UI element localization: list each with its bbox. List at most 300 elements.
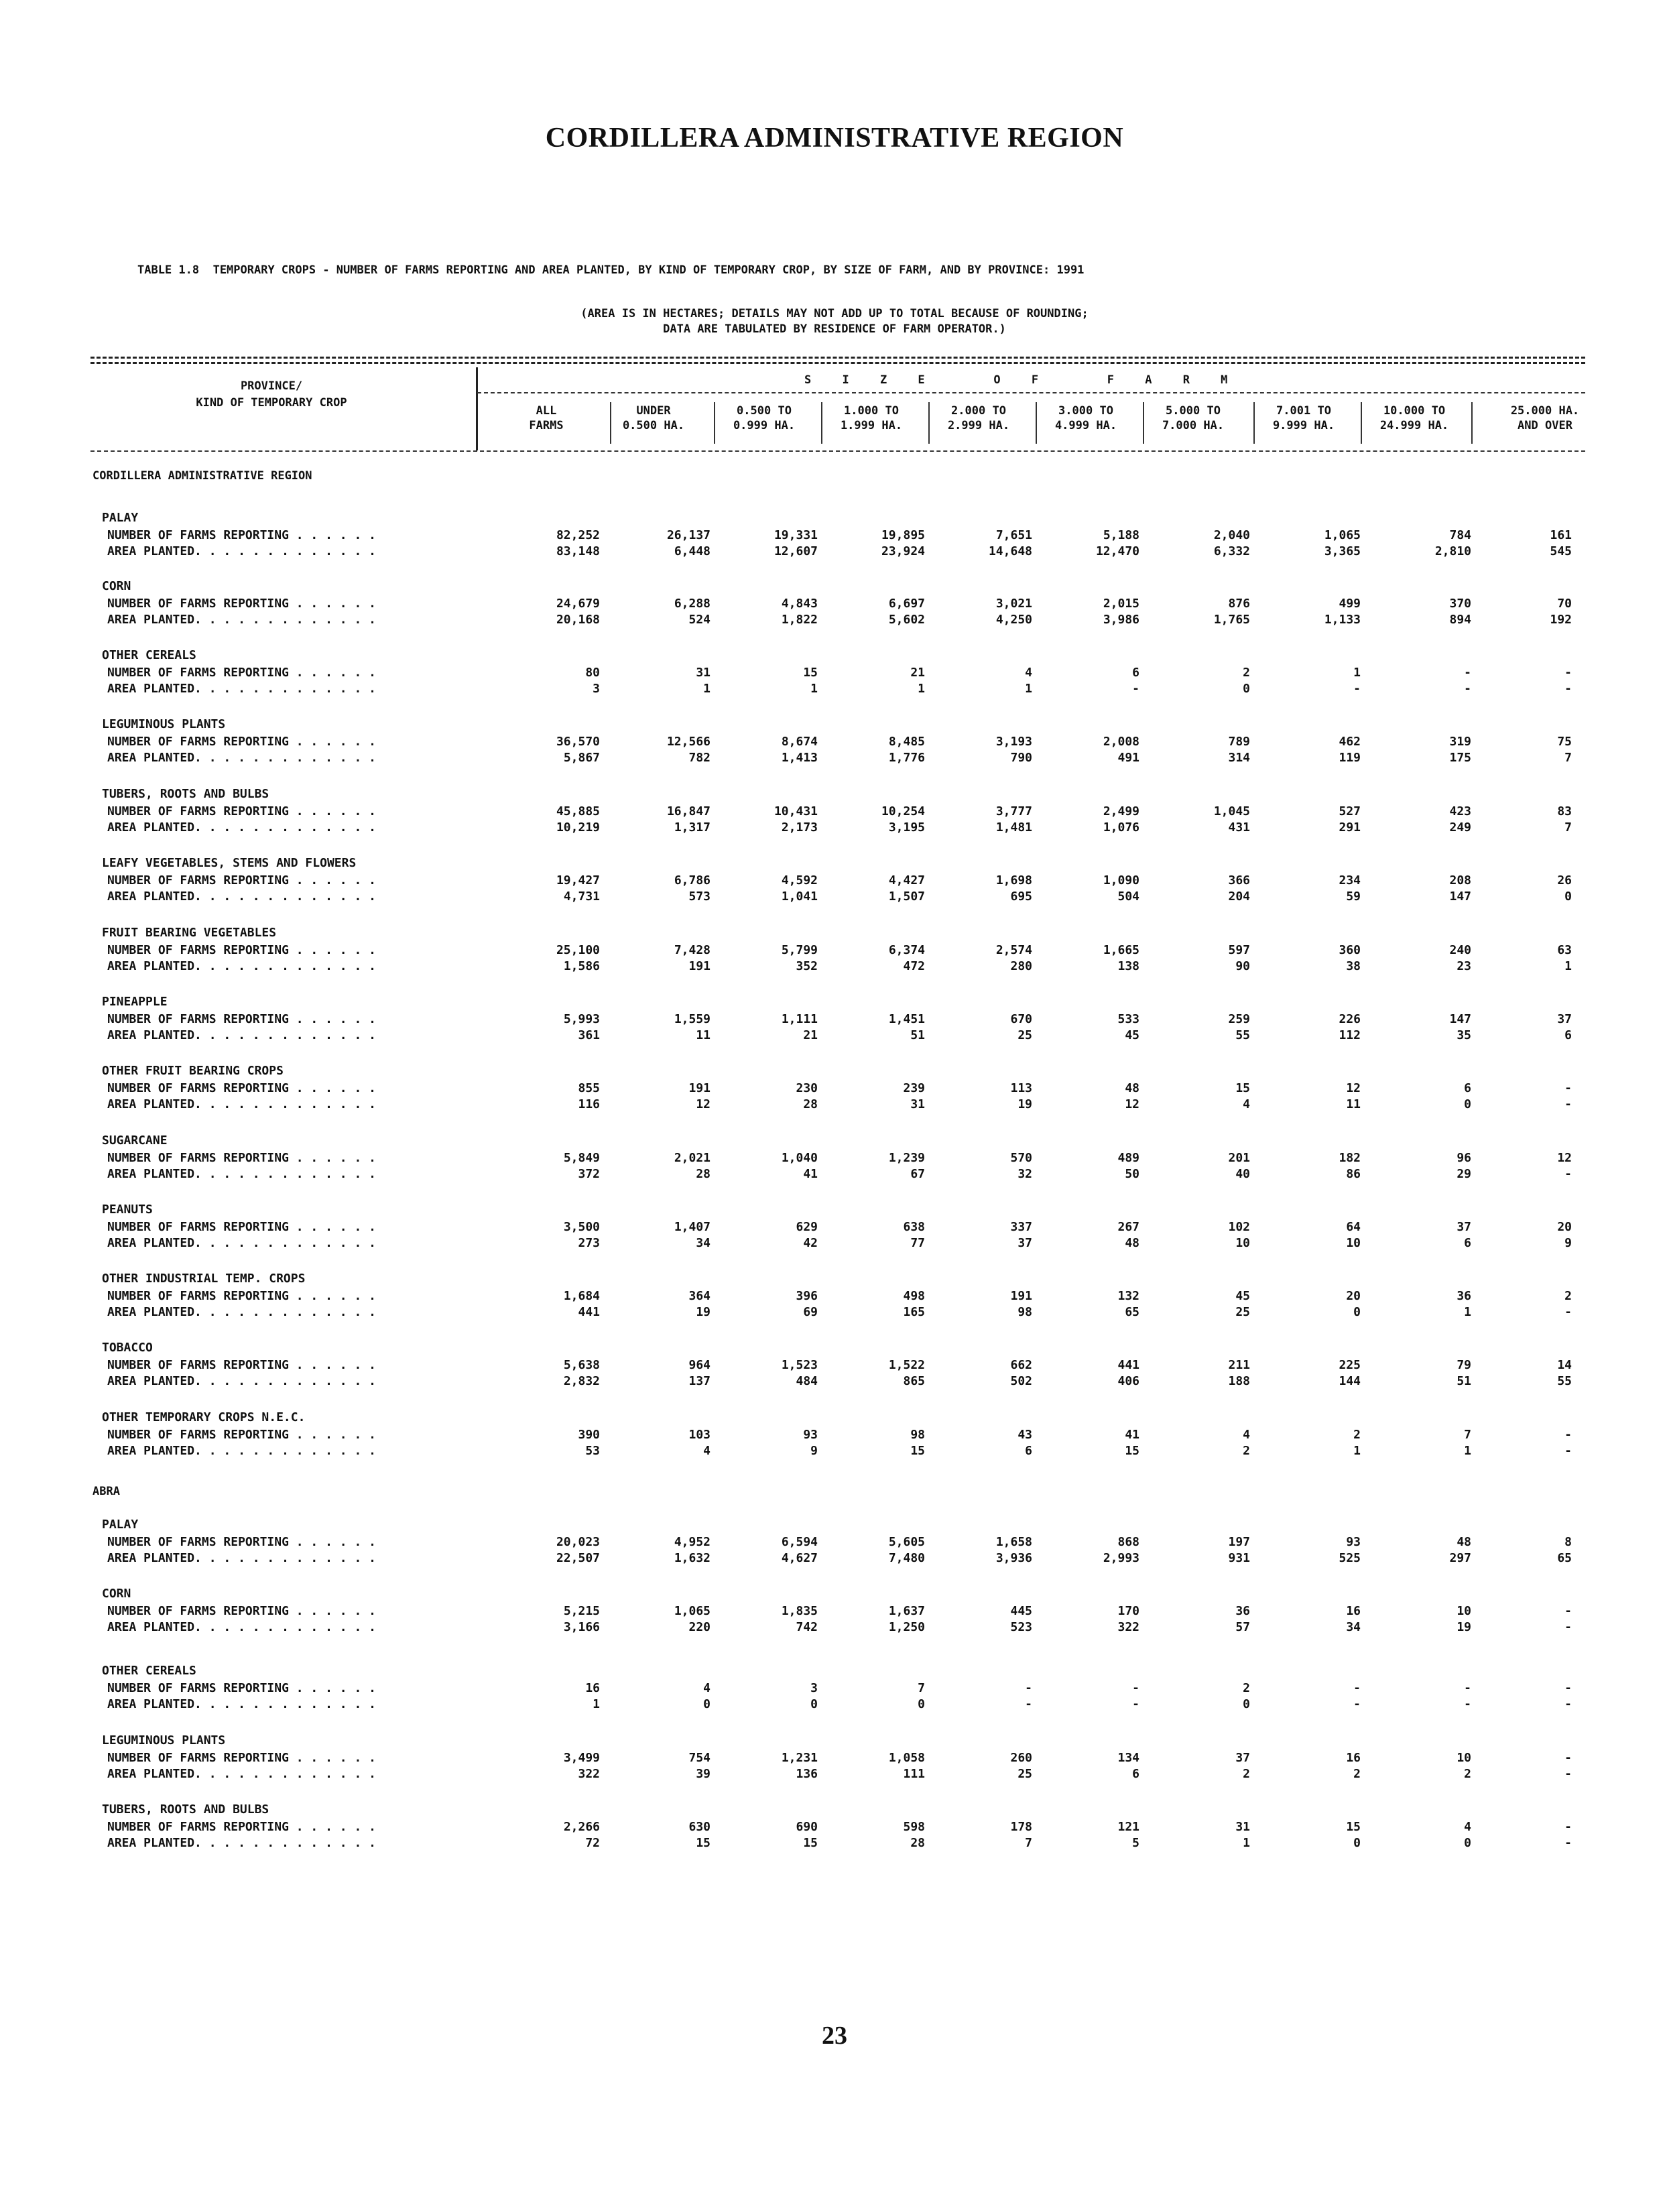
column-header-1-line-2: FARMS [529, 419, 564, 432]
cell-farms: 360 [1339, 943, 1361, 957]
cell-farms: 37 [1235, 1751, 1250, 1765]
cell-farms: 83 [1557, 804, 1572, 818]
cell-farms: 533 [1117, 1012, 1139, 1026]
cell-farms: 19,331 [774, 528, 818, 542]
cell-area: 15 [696, 1836, 710, 1850]
cell-area: 116 [578, 1097, 600, 1111]
cell-farms: 16 [1346, 1604, 1361, 1618]
cell-area: 1,776 [888, 751, 925, 765]
cell-farms: 2,499 [1103, 804, 1139, 818]
cell-area: 31 [910, 1097, 925, 1111]
cell-area: 42 [803, 1236, 818, 1250]
cell-farms: 31 [1235, 1820, 1250, 1834]
row-label-farms: NUMBER OF FARMS REPORTING . . . . . . [107, 1012, 376, 1026]
cell-farms: 5,993 [563, 1012, 600, 1026]
cell-farms: 6,374 [888, 943, 925, 957]
cell-area: 25 [1017, 1028, 1032, 1042]
cell-farms: 211 [1228, 1358, 1250, 1372]
cell-area: 2,832 [563, 1374, 600, 1388]
cell-area: 3,986 [1103, 613, 1139, 627]
cell-farms: 8 [1564, 1535, 1572, 1549]
column-header-5-line-2: 2.999 HA. [947, 419, 1010, 432]
cell-area: 441 [578, 1305, 600, 1319]
cell-area: 1 [1464, 1305, 1471, 1319]
cell-area: 40 [1235, 1167, 1250, 1181]
cell-farms: 19,895 [881, 528, 925, 542]
cell-farms: 2 [1564, 1289, 1572, 1303]
cell-area: 0 [1353, 1305, 1361, 1319]
cell-area: 111 [903, 1767, 925, 1781]
section-heading: ABRA [92, 1485, 120, 1498]
cell-area: - [1132, 682, 1139, 696]
cell-area: 55 [1235, 1028, 1250, 1042]
cell-farms: 267 [1117, 1220, 1139, 1234]
cell-area: 51 [910, 1028, 925, 1042]
row-label-area: AREA PLANTED. . . . . . . . . . . . . [107, 1374, 376, 1388]
cell-area: 15 [1125, 1444, 1139, 1458]
table-note-line-1: (AREA IS IN HECTARES; DETAILS MAY NOT ADD UP TO TOTAL BECAUSE OF ROUNDING; [580, 307, 1089, 320]
cell-area: 3,166 [563, 1620, 600, 1634]
cell-farms: 662 [1010, 1358, 1032, 1372]
cell-farms: 6,786 [674, 873, 710, 887]
cell-area: 790 [1010, 751, 1032, 765]
cell-farms: 37 [1457, 1220, 1471, 1234]
cell-farms: - [1464, 666, 1471, 680]
cell-area: 406 [1117, 1374, 1139, 1388]
cell-farms: 41 [1125, 1428, 1139, 1442]
cell-farms: 24,679 [556, 597, 600, 611]
column-separator [1471, 402, 1473, 444]
cell-area: 2,810 [1434, 544, 1471, 558]
cell-farms: 1 [1353, 666, 1361, 680]
cell-area: 22,507 [556, 1551, 600, 1565]
cell-farms: 2 [1243, 1681, 1250, 1695]
cell-farms: 1,835 [781, 1604, 818, 1618]
column-header-7-line-2: 7.000 HA. [1162, 419, 1225, 432]
cell-farms: 8,485 [888, 735, 925, 749]
cell-farms: 12,566 [666, 735, 710, 749]
cell-farms: 230 [796, 1081, 818, 1095]
cell-farms: 147 [1449, 1012, 1471, 1026]
cell-farms: - [1564, 1820, 1572, 1834]
cell-farms: 390 [578, 1428, 600, 1442]
cell-farms: 2,574 [995, 943, 1032, 957]
cell-farms: 396 [796, 1289, 818, 1303]
cell-area: 2 [1243, 1444, 1250, 1458]
cell-area: 502 [1010, 1374, 1032, 1388]
column-header-6-line-1: 3.000 TO [1058, 404, 1113, 418]
cell-farms: 3,021 [995, 597, 1032, 611]
cell-farms: 3,499 [563, 1751, 600, 1765]
cell-farms: 3,500 [563, 1220, 600, 1234]
cell-area: 352 [796, 959, 818, 973]
cell-area: 37 [1017, 1236, 1032, 1250]
cell-farms: 6 [1132, 666, 1139, 680]
cell-farms: 2,008 [1103, 735, 1139, 749]
cell-area: - [1464, 1697, 1471, 1711]
cell-farms: 225 [1339, 1358, 1361, 1372]
column-separator [1361, 402, 1362, 444]
cell-area: 175 [1449, 751, 1471, 765]
cell-area: - [1564, 1697, 1572, 1711]
cell-farms: 5,188 [1103, 528, 1139, 542]
row-label-area: AREA PLANTED. . . . . . . . . . . . . [107, 1836, 376, 1850]
cell-farms: 113 [1010, 1081, 1032, 1095]
cell-farms: 16 [585, 1681, 600, 1695]
cell-farms: 1,522 [888, 1358, 925, 1372]
cell-farms: 876 [1228, 597, 1250, 611]
cell-farms: 1,065 [1324, 528, 1361, 542]
cell-area: 1,481 [995, 820, 1032, 835]
column-header-2-line-1: UNDER [636, 404, 671, 418]
cell-farms: 630 [688, 1820, 710, 1834]
cell-area: 865 [903, 1374, 925, 1388]
cell-farms: 259 [1228, 1012, 1250, 1026]
cell-farms: - [1564, 666, 1572, 680]
cell-area: 86 [1346, 1167, 1361, 1181]
cell-area: 1 [593, 1697, 600, 1711]
cell-farms: 2,266 [563, 1820, 600, 1834]
row-label-farms: NUMBER OF FARMS REPORTING . . . . . . [107, 597, 376, 611]
cell-area: 1,586 [563, 959, 600, 973]
cell-farms: 64 [1346, 1220, 1361, 1234]
cell-farms: 15 [1235, 1081, 1250, 1095]
cell-farms: 527 [1339, 804, 1361, 818]
row-label-area: AREA PLANTED. . . . . . . . . . . . . [107, 959, 376, 973]
cell-area: 19 [1457, 1620, 1471, 1634]
cell-farms: 15 [803, 666, 818, 680]
crop-name: PINEAPPLE [102, 995, 168, 1009]
cell-area: 291 [1339, 820, 1361, 835]
cell-farms: 7 [1464, 1428, 1471, 1442]
column-header-3-line-1: 0.500 TO [737, 404, 792, 418]
column-header-7-line-1: 5.000 TO [1166, 404, 1221, 418]
cell-area: 4 [1243, 1097, 1250, 1111]
cell-area: 491 [1117, 751, 1139, 765]
row-label-area: AREA PLANTED. . . . . . . . . . . . . [107, 1028, 376, 1042]
cell-area: 5 [1132, 1836, 1139, 1850]
cell-area: 28 [696, 1167, 710, 1181]
cell-area: 165 [903, 1305, 925, 1319]
cell-area: 59 [1346, 889, 1361, 904]
cell-area: 742 [796, 1620, 818, 1634]
row-label-farms: NUMBER OF FARMS REPORTING . . . . . . [107, 1820, 376, 1834]
cell-farms: 234 [1339, 873, 1361, 887]
column-separator [821, 402, 822, 444]
cell-area: 2,993 [1103, 1551, 1139, 1565]
cell-area: 147 [1449, 889, 1471, 904]
cell-area: 14,648 [988, 544, 1032, 558]
cell-farms: 1,658 [995, 1535, 1032, 1549]
cell-area: 894 [1449, 613, 1471, 627]
table-caption: TABLE 1.8 TEMPORARY CROPS - NUMBER OF FARMS REPORTING AND AREA PLANTED, BY KIND OF TEMPORARY CROP, BY SIZE OF FARM, AND BY PROVINCE: 1991 [137, 263, 1085, 277]
cell-area: 695 [1010, 889, 1032, 904]
cell-farms: 1,407 [674, 1220, 710, 1234]
cell-area: 1 [703, 682, 710, 696]
cell-area: 1,413 [781, 751, 818, 765]
row-label-area: AREA PLANTED. . . . . . . . . . . . . [107, 1767, 376, 1781]
cell-area: 12 [696, 1097, 710, 1111]
cell-area: 34 [1346, 1620, 1361, 1634]
cell-area: 4,250 [995, 613, 1032, 627]
cell-farms: 319 [1449, 735, 1471, 749]
row-label-area: AREA PLANTED. . . . . . . . . . . . . [107, 889, 376, 904]
cell-area: 523 [1010, 1620, 1032, 1634]
cell-farms: 489 [1117, 1151, 1139, 1165]
cell-area: 6 [1132, 1767, 1139, 1781]
crop-name: OTHER CEREALS [102, 1664, 196, 1678]
cell-farms: 4,592 [781, 873, 818, 887]
cell-farms: 12 [1346, 1081, 1361, 1095]
cell-farms: 370 [1449, 597, 1471, 611]
cell-area: 48 [1125, 1236, 1139, 1250]
cell-area: 65 [1557, 1551, 1572, 1565]
cell-area: 782 [688, 751, 710, 765]
cell-area: 9 [810, 1444, 818, 1458]
crop-name: TOBACCO [102, 1341, 153, 1355]
cell-area: 12 [1125, 1097, 1139, 1111]
cell-area: 20,168 [556, 613, 600, 627]
cell-farms: 134 [1117, 1751, 1139, 1765]
section-heading: CORDILLERA ADMINISTRATIVE REGION [92, 469, 312, 483]
size-of-farm-header: S I Z E O F F A R M [804, 373, 1240, 387]
cell-area: - [1564, 1767, 1572, 1781]
cell-area: 119 [1339, 751, 1361, 765]
cell-area: 15 [803, 1836, 818, 1850]
cell-area: - [1132, 1697, 1139, 1711]
cell-area: 1 [918, 682, 925, 696]
cell-area: 19 [696, 1305, 710, 1319]
cell-area: 204 [1228, 889, 1250, 904]
cell-area: 1 [810, 682, 818, 696]
cell-farms: 364 [688, 1289, 710, 1303]
crop-name: PEANUTS [102, 1203, 153, 1217]
cell-farms: 36 [1457, 1289, 1471, 1303]
cell-farms: 5,849 [563, 1151, 600, 1165]
page-title: CORDILLERA ADMINISTRATIVE REGION [545, 123, 1124, 153]
cell-area: 7 [1025, 1836, 1032, 1850]
cell-farms: 337 [1010, 1220, 1032, 1234]
cell-farms: 2,015 [1103, 597, 1139, 611]
crop-name: OTHER TEMPORARY CROPS N.E.C. [102, 1410, 306, 1424]
cell-farms: 5,605 [888, 1535, 925, 1549]
cell-area: 524 [688, 613, 710, 627]
cell-area: 1 [1025, 682, 1032, 696]
cell-farms: 239 [903, 1081, 925, 1095]
cell-area: 25 [1235, 1305, 1250, 1319]
cell-area: 273 [578, 1236, 600, 1250]
row-label-area: AREA PLANTED. . . . . . . . . . . . . [107, 1097, 376, 1111]
cell-area: 5,602 [888, 613, 925, 627]
cell-area: 57 [1235, 1620, 1250, 1634]
cell-farms: 2,040 [1213, 528, 1250, 542]
cell-area: 3,936 [995, 1551, 1032, 1565]
cell-area: 3 [593, 682, 600, 696]
cell-area: 0 [1464, 1836, 1471, 1850]
cell-farms: 868 [1117, 1535, 1139, 1549]
cell-farms: 4 [1243, 1428, 1250, 1442]
cell-area: 573 [688, 889, 710, 904]
stub-header-line-1: PROVINCE/ [240, 379, 303, 393]
cell-farms: 1,637 [888, 1604, 925, 1618]
crop-name: SUGARCANE [102, 1133, 168, 1148]
cell-farms: 2,021 [674, 1151, 710, 1165]
cell-farms: 423 [1449, 804, 1471, 818]
cell-farms: 45 [1235, 1289, 1250, 1303]
cell-area: 4,627 [781, 1551, 818, 1565]
cell-farms: 79 [1457, 1358, 1471, 1372]
cell-farms: 499 [1339, 597, 1361, 611]
column-separator [1143, 402, 1144, 444]
cell-area: 0 [1353, 1836, 1361, 1850]
crop-name: TUBERS, ROOTS AND BULBS [102, 1802, 269, 1817]
cell-area: 372 [578, 1167, 600, 1181]
cell-farms: - [1564, 1081, 1572, 1095]
cell-farms: 5,799 [781, 943, 818, 957]
cell-area: 72 [585, 1836, 600, 1850]
cell-farms: 7 [918, 1681, 925, 1695]
column-separator [610, 402, 611, 444]
cell-farms: 93 [1346, 1535, 1361, 1549]
cell-area: - [1353, 682, 1361, 696]
cell-area: 90 [1235, 959, 1250, 973]
cell-farms: 570 [1010, 1151, 1032, 1165]
cell-area: 0 [1464, 1097, 1471, 1111]
cell-farms: 15 [1346, 1820, 1361, 1834]
cell-area: 504 [1117, 889, 1139, 904]
cell-area: 23 [1457, 959, 1471, 973]
cell-farms: 103 [688, 1428, 710, 1442]
cell-farms: 178 [1010, 1820, 1032, 1834]
cell-area: 484 [796, 1374, 818, 1388]
cell-farms: 1,045 [1213, 804, 1250, 818]
row-label-farms: NUMBER OF FARMS REPORTING . . . . . . [107, 1681, 376, 1695]
cell-area: 322 [578, 1767, 600, 1781]
cell-farms: 75 [1557, 735, 1572, 749]
row-label-farms: NUMBER OF FARMS REPORTING . . . . . . [107, 666, 376, 680]
cell-farms: 1,523 [781, 1358, 818, 1372]
cell-area: 472 [903, 959, 925, 973]
cell-area: 3,195 [888, 820, 925, 835]
cell-area: 0 [1243, 1697, 1250, 1711]
cell-area: 2 [1464, 1767, 1471, 1781]
row-label-farms: NUMBER OF FARMS REPORTING . . . . . . [107, 1289, 376, 1303]
cell-area: 11 [696, 1028, 710, 1042]
cell-farms: 102 [1228, 1220, 1250, 1234]
cell-area: 545 [1550, 544, 1572, 558]
cell-area: 188 [1228, 1374, 1250, 1388]
cell-area: 297 [1449, 1551, 1471, 1565]
cell-area: 137 [688, 1374, 710, 1388]
crop-name: PALAY [102, 511, 139, 525]
cell-area: 39 [696, 1767, 710, 1781]
cell-area: 12,470 [1095, 544, 1139, 558]
table-top-rule [90, 357, 1585, 359]
cell-area: 361 [578, 1028, 600, 1042]
cell-farms: 1,058 [888, 1751, 925, 1765]
cell-farms: 1,698 [995, 873, 1032, 887]
column-header-9-line-1: 10.000 TO [1383, 404, 1446, 418]
crop-name: CORN [102, 1587, 131, 1601]
crop-name: OTHER INDUSTRIAL TEMP. CROPS [102, 1272, 306, 1286]
cell-area: 7,480 [888, 1551, 925, 1565]
cell-area: 1,041 [781, 889, 818, 904]
row-label-farms: NUMBER OF FARMS REPORTING . . . . . . [107, 1151, 376, 1165]
cell-area: 34 [696, 1236, 710, 1250]
cell-farms: 45,885 [556, 804, 600, 818]
row-label-area: AREA PLANTED. . . . . . . . . . . . . [107, 1305, 376, 1319]
column-separator [1253, 402, 1255, 444]
cell-area: 1,632 [674, 1551, 710, 1565]
cell-farms: 16 [1346, 1751, 1361, 1765]
cell-area: 29 [1457, 1167, 1471, 1181]
column-header-2-line-2: 0.500 HA. [622, 419, 685, 432]
cell-farms: 1,090 [1103, 873, 1139, 887]
cell-area: 1 [1464, 1444, 1471, 1458]
table-top-rule-2 [90, 362, 1585, 364]
table-note-line-2: DATA ARE TABULATED BY RESIDENCE OF FARM OPERATOR.) [663, 322, 1006, 336]
cell-farms: 14 [1557, 1358, 1572, 1372]
column-header-6-line-2: 4.999 HA. [1054, 419, 1117, 432]
cell-area: 1,250 [888, 1620, 925, 1634]
cell-farms: 4 [1025, 666, 1032, 680]
cell-area: 1 [1564, 959, 1572, 973]
cell-area: - [1564, 1620, 1572, 1634]
cell-farms: 8,674 [781, 735, 818, 749]
row-label-area: AREA PLANTED. . . . . . . . . . . . . [107, 751, 376, 765]
cell-farms: 1,111 [781, 1012, 818, 1026]
row-label-farms: NUMBER OF FARMS REPORTING . . . . . . [107, 1604, 376, 1618]
cell-farms: 37 [1557, 1012, 1572, 1026]
cell-area: 38 [1346, 959, 1361, 973]
cell-farms: 43 [1017, 1428, 1032, 1442]
cell-area: 525 [1339, 1551, 1361, 1565]
cell-area: 55 [1557, 1374, 1572, 1388]
cell-area: 35 [1457, 1028, 1471, 1042]
cell-farms: 1,065 [674, 1604, 710, 1618]
cell-area: 314 [1228, 751, 1250, 765]
column-header-10-line-1: 25.000 HA. [1510, 404, 1580, 418]
crop-name: OTHER FRUIT BEARING CROPS [102, 1064, 284, 1078]
cell-farms: 182 [1339, 1151, 1361, 1165]
row-label-area: AREA PLANTED. . . . . . . . . . . . . [107, 1167, 376, 1181]
cell-area: 41 [803, 1167, 818, 1181]
cell-area: 11 [1346, 1097, 1361, 1111]
cell-farms: 1,451 [888, 1012, 925, 1026]
cell-area: 220 [688, 1620, 710, 1634]
cell-area: 112 [1339, 1028, 1361, 1042]
cell-farms: 63 [1557, 943, 1572, 957]
cell-area: 67 [910, 1167, 925, 1181]
cell-area: 249 [1449, 820, 1471, 835]
cell-area: 15 [910, 1444, 925, 1458]
cell-area: 32 [1017, 1167, 1032, 1181]
cell-farms: 638 [903, 1220, 925, 1234]
cell-farms: 25,100 [556, 943, 600, 957]
cell-farms: 441 [1117, 1358, 1139, 1372]
cell-farms: 789 [1228, 735, 1250, 749]
cell-farms: 629 [796, 1220, 818, 1234]
header-bottom-rule [90, 450, 1585, 452]
cell-farms: - [1564, 1681, 1572, 1695]
cell-area: 931 [1228, 1551, 1250, 1565]
crop-name: LEGUMINOUS PLANTS [102, 717, 226, 731]
column-header-9-line-2: 24.999 HA. [1379, 419, 1449, 432]
cell-farms: 6,697 [888, 597, 925, 611]
column-header-8-line-2: 9.999 HA. [1272, 419, 1335, 432]
cell-farms: 197 [1228, 1535, 1250, 1549]
cell-farms: 31 [696, 666, 710, 680]
